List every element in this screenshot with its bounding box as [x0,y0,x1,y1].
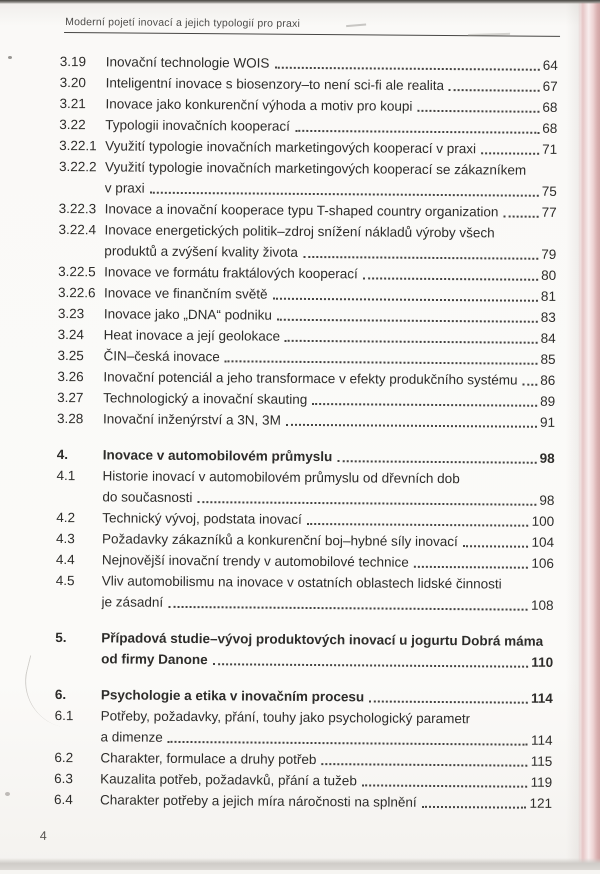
toc-number: 3.26 [57,368,84,385]
toc-title: Historie inovací v automobilovém průmyslu od dřevních dob [102,468,460,487]
toc-dot-leader [150,178,539,197]
toc-line [57,408,555,433]
toc-page-number: 68 [542,120,558,136]
toc-number: 3.24 [57,326,85,343]
toc-title: Inovace jako „DNA“ podniku [103,306,272,323]
toc-dot-leader [362,770,528,787]
toc-entry [54,705,552,751]
toc-page-number: 71 [542,141,558,157]
toc-title: Inovační potenciál a jeho transformace v efekty produkčního systému [103,369,518,388]
toc-title: ČIN–česká inovace [103,348,220,365]
toc-page-number: 98 [539,492,555,508]
toc-page-number: 108 [530,597,554,613]
toc-dot-leader [414,552,529,569]
toc-entry [57,408,555,433]
toc-title: je zásadní [101,594,164,610]
toc-entry [55,627,553,673]
toc-number: 5. [55,629,67,646]
toc-title: Technický vývoj, podstata inovací [102,510,302,527]
toc-title: Inovace ve finančním světě [103,285,268,302]
toc-dot-leader [273,284,538,302]
toc-dot-leader [274,53,539,71]
toc-page-number: 81 [540,288,557,304]
toc-dot-leader [321,749,527,767]
toc-dot-leader [307,509,529,527]
toc-page-number: 80 [541,267,557,283]
toc-number: 4.1 [56,467,76,484]
toc-number [54,726,100,747]
toc-title: Psychologie a etika v inovačním procesu [100,687,365,705]
toc-title: Nejnovější inovační trendy v automobilové technice [101,552,409,570]
page-number: 4 [39,828,47,843]
scan-edge-top [0,0,600,4]
toc-title: Inovace jako konkurenční výhoda a motiv pro koupi [105,96,413,114]
toc-dot-leader [225,346,538,364]
toc-page-number: 119 [530,774,553,790]
toc-page-number: 115 [530,753,553,769]
toc-title: Charakter potřeby a jejich míra náročnosti na splnění [99,792,417,810]
toc-page-number: 89 [540,393,556,409]
toc-number [56,591,102,612]
toc-number: 3.22.1 [59,137,97,154]
toc-page-number: 86 [540,372,556,388]
toc-title: Inovace ve formátu fraktálových kooperací [104,264,358,282]
toc-dot-leader [337,446,537,464]
toc-number [58,240,104,261]
toc-page-number: 75 [541,183,557,199]
toc [54,51,558,814]
toc-dot-leader [168,727,528,746]
toc-number: 3.22.3 [58,200,97,217]
toc-dot-leader [168,592,528,611]
toc-title: Heat inovace a její geolokace [103,327,281,344]
toc-number: 3.22.4 [58,221,97,238]
toc-page-number: 110 [531,654,554,670]
toc-title: Případová studie–vývoj produktových inovací u jogurtu Dobrá máma [101,630,544,649]
toc-dot-leader [285,326,538,344]
toc-line [54,789,552,814]
toc-title: Kauzalita potřeb, požadavků, přání a tužeb [100,771,357,789]
toc-page-number: 100 [531,513,555,529]
toc-title: od firmy Danone [101,651,208,668]
toc-number [59,177,105,198]
scan-speck [8,56,12,59]
toc-number: 6. [54,686,67,703]
toc-number: 6.1 [54,707,74,724]
toc-title: Inovace energetických politik–zdroj snížení nákladů výroby všech [104,222,495,241]
toc-title: do současnosti [102,489,193,506]
toc-title: Inteligentní inovace s biosenzory–to není sci-fi ale realita [105,75,445,94]
toc-number: 4.3 [56,530,75,547]
toc-number: 3.22.6 [57,284,96,301]
scan-speck [5,792,10,796]
toc-page-number: 91 [539,414,556,430]
toc-number: 3.22.2 [58,158,97,175]
toc-page-number: 114 [530,732,553,748]
toc-dot-leader [312,389,537,407]
toc-dot-leader [463,531,529,548]
toc-title: Využití typologie inovačních marketingových kooperací se zákazníkem [104,159,527,178]
toc-number [56,486,102,507]
toc-page-number: 77 [541,204,557,220]
scan-edge-bottom [0,858,600,870]
toc-title: Inovační inženýrství a 3N, 3M [102,411,281,428]
toc-number: 4.4 [55,551,75,568]
toc-number: 4. [56,446,69,463]
toc-entry [58,219,556,265]
toc-dot-leader [197,487,536,506]
toc-number: 3.28 [56,410,84,427]
toc-entry [54,789,552,814]
toc-page-number: 85 [540,351,556,367]
toc-title: Využití typologie inovačních marketingových kooperací v praxi [105,138,477,157]
toc-dot-leader [503,201,538,217]
toc-dot-leader [369,686,528,703]
toc-number: 3.27 [57,389,84,406]
toc-number: 3.21 [59,95,86,112]
toc-dot-leader [417,96,539,113]
toc-number: 6.2 [54,749,74,766]
toc-page-number: 64 [542,57,558,73]
toc-title: a dimenze [100,729,163,745]
toc-dot-leader [523,370,538,386]
toc-number: 3.23 [57,305,85,322]
toc-page-number: 98 [539,450,555,466]
toc-title: Inovace a inovační kooperace typu T-shaped country organization [104,201,499,220]
toc-line [55,648,553,673]
toc-title: Typologii inovačních kooperací [105,117,291,134]
toc-title: Technologický a inovační skauting [103,390,308,407]
toc-page-number: 67 [542,78,558,94]
toc-dot-leader [449,75,540,92]
toc-number: 4.5 [55,572,75,589]
running-header: Moderní pojetí inovací a jejich typologií pro praxi [65,16,301,30]
toc-title: Vliv automobilismu na inovace v ostatních oblastech lidské činnosti [101,573,502,592]
toc-title: produktů a zvýšení kvality života [104,243,298,260]
toc-dot-leader [286,410,537,428]
toc-number: 6.4 [53,791,73,808]
toc-number: 6.3 [54,770,74,787]
toc-page-number: 121 [529,795,553,811]
toc-dot-leader [295,116,539,134]
toc-dot-leader [277,305,538,323]
toc-title: Požadavky zákazníků a konkurenční boj–hybné síly inovací [102,531,458,550]
toc-dot-leader [303,242,538,260]
toc-page-number: 104 [531,534,555,550]
toc-line [56,591,554,616]
toc-title: Inovační technologie WOIS [105,54,270,71]
toc-page-number: 114 [531,690,553,706]
toc-dot-leader [213,649,529,667]
toc-dot-leader [363,263,538,280]
toc-page-number: 68 [542,99,558,115]
toc-number: 3.25 [57,347,84,364]
toc-number: 4.2 [56,509,76,526]
toc-page-number: 84 [540,330,556,346]
toc-page-number: 79 [541,246,557,262]
toc-dot-leader [422,792,527,809]
toc-title: Inovace v automobilovém průmyslu [102,447,333,465]
toc-number: 3.19 [59,53,87,70]
toc-dot-leader [481,138,539,154]
toc-page-number: 106 [531,555,554,571]
toc-page-number: 83 [540,309,556,325]
toc-title: Charakter, formulace a druhy potřeb [100,750,317,768]
toc-title: Potřeby, požadavky, přání, touhy jako psychologický parametr [100,708,471,727]
toc-entry [56,465,554,511]
book-page-edge [578,0,600,870]
toc-number: 3.22 [59,116,86,133]
toc-number: 3.20 [59,74,87,91]
toc-entry [59,156,557,202]
toc-number: 3.22.5 [58,263,96,280]
toc-title: v praxi [104,180,145,196]
toc-entry [56,570,554,616]
